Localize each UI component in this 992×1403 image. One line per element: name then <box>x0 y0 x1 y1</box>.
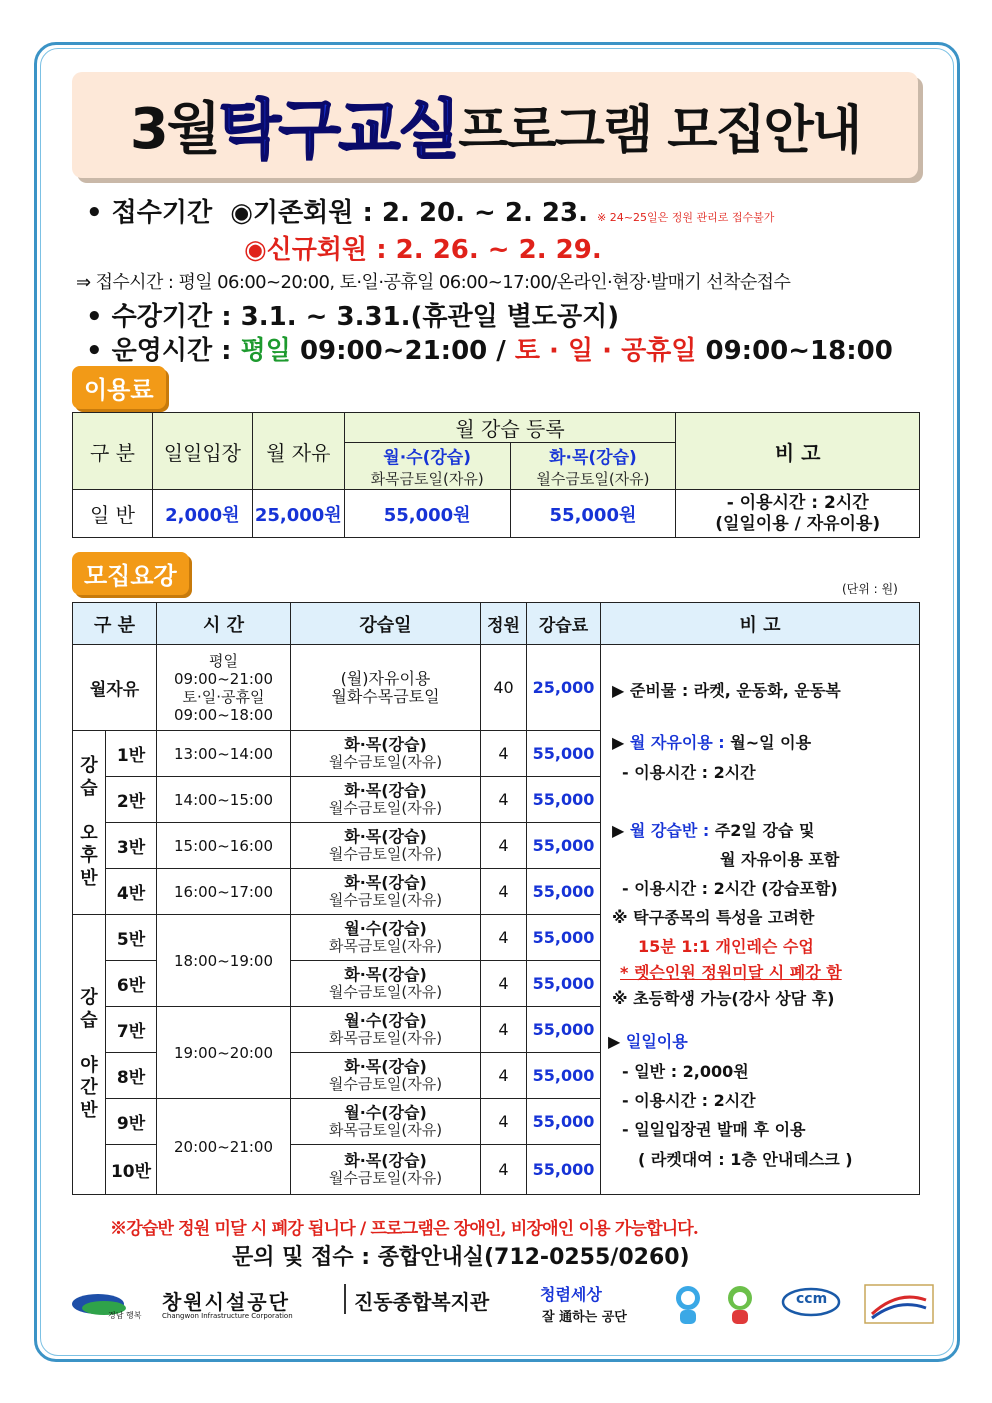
org-name-en: Changwon Infrastructure Corporation <box>162 1312 293 1320</box>
title-name: 탁구교실 <box>218 94 459 168</box>
free-capacity: 40 <box>481 645 527 731</box>
group-afternoon: 강 습 오 후 반 <box>73 731 106 915</box>
note-free-use: ▶ 월 자유이용 : 월~일 이용 <box>612 733 812 752</box>
new-member-row <box>244 229 602 266</box>
class-row: 4반 16:00~17:00 화·목(강습) 월수금토일(자유) 4 55,000 <box>73 869 920 915</box>
fee-daily: 2,000원 <box>152 490 252 538</box>
schedule-section-tag: 모집요강 <box>72 552 189 595</box>
class-row: 9반 20:00~21:00 월·수(강습) 화목금토일(자유) 4 55,000 <box>73 1099 920 1145</box>
note-cancel: * 렛슨인원 정원미달 시 폐강 함 <box>620 963 842 982</box>
course-period-value: : 3.1. ~ 3.31.(휴관일 별도공지) <box>221 302 620 332</box>
gyeongnam-logo-text: 경남 행복 <box>108 1311 142 1320</box>
class-row: 강 습 오 후 반 1반 13:00~14:00 화·목(강습) 월수금토일(자유) 4 55,000 <box>73 731 920 777</box>
class-row: 3반 15:00~16:00 화·목(강습) 월수금토일(자유) 4 55,000 <box>73 823 920 869</box>
class-row: 6반 화·목(강습) 월수금토일(자유) 4 55,000 <box>73 961 920 1007</box>
footer-warning: ※강습반 정원 미달 시 폐강 됩니다 / 프로그램은 장애인, 비장애인 이용 가능합니다. <box>110 1219 699 1239</box>
sch-header-fee: 강습료 <box>527 603 601 645</box>
course-period-label: • 수강기간 <box>86 302 213 332</box>
sch-header-time: 시 간 <box>157 603 291 645</box>
free-fee: 25,000 <box>527 645 601 731</box>
note-daily-hours: - 이용시간 : 2시간 <box>622 1091 756 1110</box>
operation-weekend-time: 09:00~18:00 <box>705 336 893 366</box>
fee-subheader-mw: 월·수(강습) 화목금토일(자유) <box>344 443 510 490</box>
note-characteristic: ※ 탁구종목의 특성을 고려한 <box>612 908 815 927</box>
class-row: 2반 14:00~15:00 화·목(강습) 월수금토일(자유) 4 55,000 <box>73 777 920 823</box>
fee-section-tag: 이용료 <box>72 366 166 409</box>
note-free-hours: - 이용시간 : 2시간 <box>622 763 756 782</box>
fee-tt: 55,000원 <box>510 490 676 538</box>
registration-hours: ⇒ 접수시간 : 평일 06:00~20:00, 토·일·공휴일 06:00~17:00/온라인·현장·발매기 선착순접수 <box>76 272 791 293</box>
mascot-blue-icon <box>666 1282 710 1326</box>
fee-category: 일 반 <box>73 490 153 538</box>
new-member-label: ◉신규회원 <box>244 235 368 265</box>
mascot-green-icon <box>718 1282 762 1326</box>
sch-header-remark: 비 고 <box>601 603 920 645</box>
note-elementary: ※ 초등학생 가능(강사 상담 후) <box>612 989 835 1008</box>
footer-logos <box>70 1282 938 1328</box>
note-lesson: ▶ 월 강습반 : 주2일 강습 및 <box>612 821 815 840</box>
note-daily: ▶ 일일이용 <box>608 1032 688 1051</box>
sch-header-days: 강습일 <box>291 603 481 645</box>
class-row: 10반 화·목(강습) 월수금토일(자유) 4 55,000 <box>73 1145 920 1195</box>
sch-header-capacity: 정원 <box>481 603 527 645</box>
existing-member-note: ※ 24~25일은 정원 관리로 접수불가 <box>597 211 775 224</box>
note-lesson-hours: - 이용시간 : 2시간 (강습포함) <box>622 879 838 898</box>
certification-logo-icon <box>864 1284 934 1324</box>
page-title <box>72 72 918 178</box>
fee-row <box>73 490 920 538</box>
ccm-logo-text: ccm <box>796 1291 828 1307</box>
operation-weekend: 토 · 일 · 공휴일 <box>514 336 697 366</box>
note-lesson-includes: 월 자유이용 포함 <box>720 850 840 869</box>
center-name: 진동종합복지관 <box>354 1290 490 1314</box>
existing-member-dates: : 2. 20. ~ 2. 23. <box>362 198 588 228</box>
fee-header-lesson: 월 강습 등록 <box>344 413 676 443</box>
fee-subheader-tt: 화·목(강습) 월수금토일(자유) <box>510 443 676 490</box>
class-row: 7반 19:00~20:00 월·수(강습) 화목금토일(자유) 4 55,000 <box>73 1007 920 1053</box>
registration-label: • 접수기간 <box>86 198 213 228</box>
course-period-row <box>86 296 619 333</box>
free-days: (월)자유이용 월화수목금토일 <box>291 645 481 731</box>
group-evening: 강 습 야 간 반 <box>73 915 106 1195</box>
slogan-sub: 잘 通하는 공단 <box>542 1310 627 1325</box>
title-banner <box>72 72 918 178</box>
note-racket-rental: ( 라켓대여 : 1층 안내데스크 ) <box>638 1150 853 1169</box>
logo-divider <box>344 1284 346 1314</box>
operation-label: • 운영시간 : <box>86 336 232 366</box>
footer-contact: 문의 및 접수 : 종합안내실(712-0255/0260) <box>232 1245 690 1270</box>
new-member-dates: : 2. 26. ~ 2. 29. <box>376 235 602 265</box>
org-name: 창원시설공단 <box>162 1290 290 1314</box>
existing-member-label: ◉기존회원 <box>230 198 354 228</box>
sch-header-category: 구 분 <box>73 603 157 645</box>
title-rest: 프로그램 모집안내 <box>458 100 861 161</box>
operation-weekday-time: 09:00~21:00 / <box>299 336 506 366</box>
fee-remark: - 이용시간 : 2시간 (일일이용 / 자유이용) <box>676 490 920 538</box>
free-time: 평일 09:00~21:00 토·일·공휴일 09:00~18:00 <box>157 645 291 731</box>
note-daily-general: - 일반 : 2,000원 <box>622 1062 749 1081</box>
title-month: 3월 <box>129 97 219 162</box>
fee-header-daily: 일일입장 <box>152 413 252 490</box>
fee-header-category: 구 분 <box>73 413 153 490</box>
fee-header-monthly: 월 자유 <box>252 413 344 490</box>
unit-label: (단위 : 원) <box>842 582 898 596</box>
operation-row <box>86 330 893 367</box>
fee-table <box>72 412 920 538</box>
class-row: 강 습 야 간 반 5반 18:00~19:00 월·수(강습) 화목금토일(자유) 4 55,000 <box>73 915 920 961</box>
note-supplies: ▶ 준비물 : 라켓, 운동화, 운동복 <box>612 681 841 700</box>
registration-row <box>86 192 774 229</box>
free-category: 월자유 <box>73 645 157 731</box>
class-row: 8반 화·목(강습) 월수금토일(자유) 4 55,000 <box>73 1053 920 1099</box>
note-daily-ticket: - 일일입장권 발매 후 이용 <box>622 1120 806 1139</box>
fee-monthly: 25,000원 <box>252 490 344 538</box>
slogan-title: 청렴세상 <box>540 1285 602 1304</box>
note-private-lesson: 15분 1:1 개인레슨 수업 <box>638 937 814 956</box>
operation-weekday: 평일 <box>240 336 291 366</box>
fee-mw: 55,000원 <box>344 490 510 538</box>
fee-header-remark: 비 고 <box>676 413 920 490</box>
